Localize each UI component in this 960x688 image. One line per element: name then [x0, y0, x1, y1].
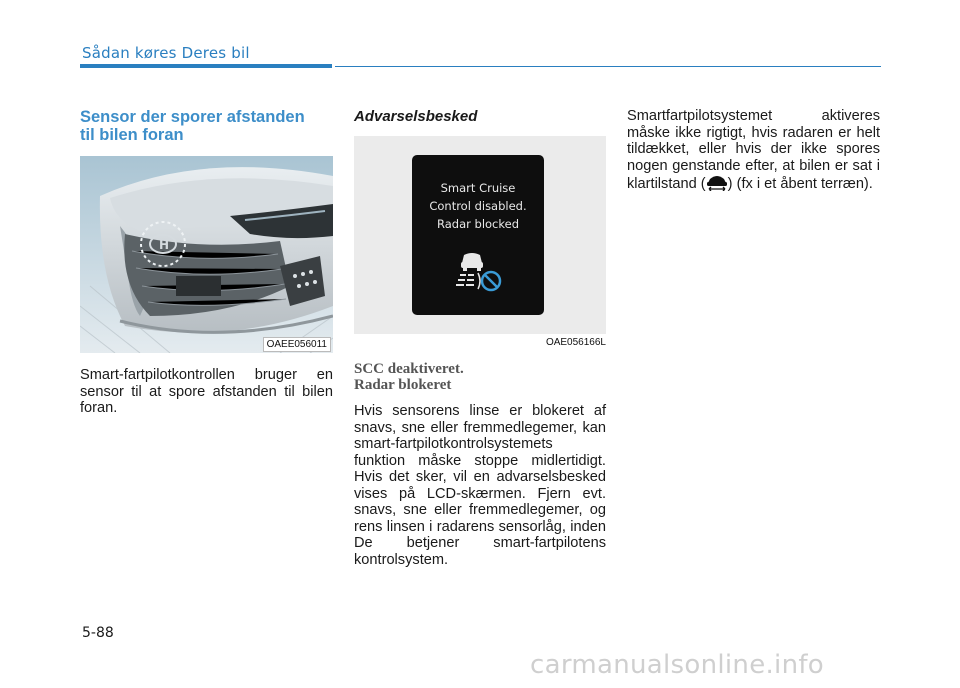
- scc-heading-line1: SCC deaktiveret.: [354, 361, 464, 377]
- radar-blocked-description: Hvis sensorens linse er blokeret af snavs, sne eller fremmedlegemer, kan smart-fartpilotkontrolsystemets funktion måske stoppe midlertidigt. Hvis det sker, vil en advarselsbesked vises på LCD-skærmen. Fjern evt. snavs, sne eller fremmedlegemer, og rens linsen i radarens sensorlåg, inden De betjener smart-fartpilotens kontrolsystem.: [354, 403, 606, 568]
- car-distance-icon: [706, 174, 728, 191]
- radar-blocked-icon: [456, 251, 502, 293]
- lcd-screen: [412, 155, 544, 315]
- scc-heading-line2: Radar blokeret: [354, 377, 452, 393]
- page-header-title: Sådan køres Deres bil: [82, 44, 250, 62]
- scc-deactivated-heading: [354, 361, 606, 393]
- activation-note: [627, 108, 880, 193]
- right-column: [627, 108, 880, 193]
- lcd-message: [412, 179, 544, 233]
- page-number: 5-88: [82, 625, 114, 641]
- header-rule-thick: [80, 64, 332, 68]
- sensor-description: Smart-fartpilotkontrollen bruger en sensor til at spore afstanden til bilen foran.: [80, 367, 333, 416]
- figure-code-label: OAEE056011: [263, 337, 331, 352]
- watermark-text: carmanualsonline.info: [530, 650, 825, 680]
- lcd-line-3: Radar blocked: [437, 217, 519, 231]
- header-rule-thin: [335, 66, 881, 67]
- lcd-figure-code: OAE056166L: [545, 337, 606, 348]
- activation-note-part1: Smartfartpilotsystemet aktiveres måske ikke rigtigt, hvis radaren er helt tildækket, eller hvis der ikke spores nogen genstande efter, at bilen er sat i klartilstand (: [627, 108, 880, 192]
- lcd-line-1: Smart Cruise: [440, 181, 516, 195]
- sensor-heading: [80, 108, 333, 144]
- svg-text:H: H: [159, 238, 170, 252]
- car-front-figure: [80, 156, 333, 353]
- sensor-heading-line1: Sensor der sporer afstanden: [80, 108, 305, 126]
- sensor-heading-line2: til bilen foran: [80, 126, 184, 144]
- middle-column: [354, 108, 606, 568]
- lcd-line-2: Control disabled.: [429, 199, 527, 213]
- warning-heading: Advarselsbesked: [354, 108, 478, 125]
- lcd-warning-figure: [354, 136, 606, 334]
- car-front-illustration: [80, 156, 333, 353]
- activation-note-part2: ) (fx i et åbent terræn).: [727, 176, 873, 192]
- left-column: [80, 108, 333, 417]
